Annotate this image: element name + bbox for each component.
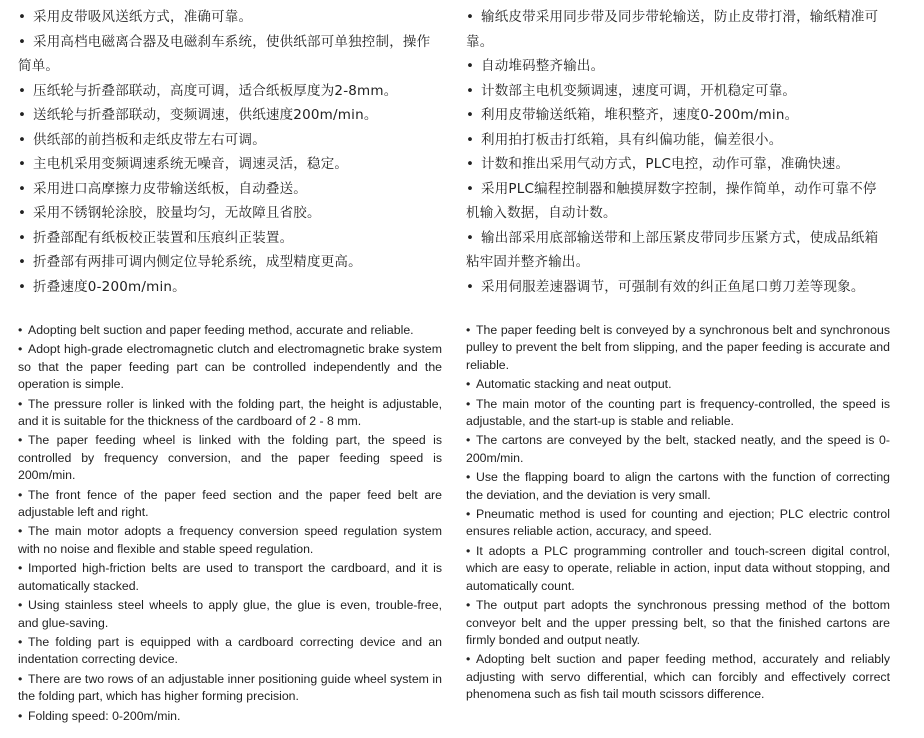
list-item: • Adopting belt suction and paper feeding method, accurately and reliably adjusting with servo differential, which can forcibly and effectively correct phenomena such as fish tail mouth scissors difference. <box>466 652 890 702</box>
left-chinese-feature-list <box>18 5 442 299</box>
list-item: • 折叠部有两排可调内侧定位导轮系统，成型精度更高。 <box>18 250 442 275</box>
list-item: • The paper feeding belt is conveyed by a synchronous belt and synchronous pulley to prevent the belt from slipping, and the paper feeding is accurate and reliable. <box>466 323 890 372</box>
list-item: • Imported high-friction belts are used to transport the cardboard, and it is automatically stacked. <box>18 561 442 593</box>
list-item: • It adopts a PLC programming controller and touch-screen digital control, which are easy to operate, reliable in action, input data without stopping, and automatically count. <box>466 543 890 593</box>
bullet: • <box>18 278 27 295</box>
bullet: • <box>466 58 475 74</box>
list-item: • 采用高档电磁离合器及电磁刹车系统，使供纸部可单独控制，操作简单。 <box>18 30 442 79</box>
list-item: • The folding part is equipped with a cardboard correcting device and an indentation correcting device. <box>18 634 442 667</box>
bullet: • <box>18 634 23 649</box>
bullet: • <box>466 543 471 558</box>
bullet: • <box>466 156 475 172</box>
bullet: • <box>466 433 471 448</box>
bullet: • <box>466 278 475 295</box>
right-english-feature-list <box>466 322 890 706</box>
list-item: • 采用皮带吸风送纸方式，准确可靠。 <box>18 5 442 30</box>
list-item: • Folding speed: 0-200m/min. <box>18 708 442 725</box>
bullet: • <box>466 377 471 392</box>
list-item: • The output part adopts the synchronous pressing method of the bottom conveyor belt and the upper pressing belt, so that the finished cartons are firmly bonded and output neatly. <box>466 598 890 647</box>
list-item: • 输纸皮带采用同步带及同步带轮输送，防止皮带打滑，输纸精准可靠。 <box>466 5 890 54</box>
bullet: • <box>18 131 27 148</box>
bullet: • <box>466 323 471 337</box>
bullet: • <box>466 507 471 522</box>
bullet: • <box>18 82 27 99</box>
list-item: • 折叠部配有纸板校正装置和压痕纠正装置。 <box>18 226 442 251</box>
bullet: • <box>466 396 471 411</box>
bullet: • <box>18 598 23 613</box>
bullet: • <box>466 652 471 667</box>
bullet: • <box>18 487 23 502</box>
bullet: • <box>18 671 23 686</box>
right-chinese-feature-list <box>466 5 890 299</box>
bullet: • <box>466 107 475 123</box>
bullet: • <box>18 229 27 246</box>
bullet: • <box>466 598 471 613</box>
list-item: • 自动堆码整齐输出。 <box>466 54 890 79</box>
list-item: • 采用伺服差速器调节，可强制有效的纠正鱼尾口剪刀差等现象。 <box>466 275 890 300</box>
list-item: • Automatic stacking and neat output. <box>466 376 890 393</box>
list-item: • The paper feeding wheel is linked with the folding part, the speed is controlled by frequency conversion, and the paper feeding speed is 200m/min. <box>18 433 442 483</box>
list-item: • 压纸轮与折叠部联动，高度可调，适合纸板厚度为2-8mm。 <box>18 79 442 104</box>
bullet: • <box>466 180 475 197</box>
list-item: • 采用进口高摩擦力皮带输送纸板，自动叠送。 <box>18 177 442 202</box>
bullet: • <box>18 396 23 411</box>
list-item: • The pressure roller is linked with the folding part, the height is adjustable, and it is suitable for the thickness of the cardboard of 2 - 8 mm. <box>18 396 442 429</box>
bullet: • <box>18 524 23 539</box>
list-item: • The front fence of the paper feed section and the paper feed belt are adjustable left and right. <box>18 487 442 520</box>
bullet: • <box>466 131 475 148</box>
bullet: • <box>18 708 23 723</box>
list-item: • Use the flapping board to align the cartons with the function of correcting the deviation, and the deviation is very small. <box>466 470 890 502</box>
list-item: • 计数部主电机变频调速，速度可调，开机稳定可靠。 <box>466 79 890 104</box>
bullet: • <box>18 205 27 221</box>
bullet: • <box>466 9 475 25</box>
list-item: • The main motor of the counting part is frequency-controlled, the speed is adjustable, and the start-up is stable and reliable. <box>466 396 890 429</box>
list-item: • 利用拍打板击打纸箱，具有纠偏功能，偏差很小。 <box>466 128 890 153</box>
list-item: • 送纸轮与折叠部联动，变频调速，供纸速度200m/min。 <box>18 103 442 128</box>
list-item: • 输出部采用底部输送带和上部压紧皮带同步压紧方式，使成品纸箱粘牢固并整齐输出。 <box>466 226 890 275</box>
bullet: • <box>18 107 27 123</box>
list-item: • Pneumatic method is used for counting and ejection; PLC electric control ensures reliable action, accuracy, and speed. <box>466 507 890 539</box>
list-item: • 采用PLC编程控制器和触摸屏数字控制，操作简单，动作可靠不停机输入数据，自动计数。 <box>466 177 890 226</box>
list-item: • 主电机采用变频调速系统无噪音，调速灵活，稳定。 <box>18 152 442 177</box>
left-english-feature-list <box>18 322 442 727</box>
bullet: • <box>18 33 27 50</box>
list-item: • The main motor adopts a frequency conversion speed regulation system with no noise and flexible and stable speed regulation. <box>18 524 442 556</box>
bullet: • <box>18 561 23 576</box>
list-item: • 折叠速度0-200m/min。 <box>18 275 442 300</box>
list-item: • 采用不锈钢轮涂胶，胶量均匀，无故障且省胶。 <box>18 201 442 226</box>
list-item: • 利用皮带输送纸箱，堆积整齐，速度0-200m/min。 <box>466 103 890 128</box>
bullet: • <box>18 433 23 448</box>
bullet: • <box>18 254 27 270</box>
list-item: • The cartons are conveyed by the belt, stacked neatly, and the speed is 0-200m/min. <box>466 433 890 465</box>
list-item: • Using stainless steel wheels to apply glue, the glue is even, trouble-free, and glue-saving. <box>18 598 442 630</box>
list-item: • 供纸部的前挡板和走纸皮带左右可调。 <box>18 128 442 153</box>
bullet: • <box>18 323 23 337</box>
list-item: • Adopting belt suction and paper feeding method, accurate and reliable. <box>18 322 442 339</box>
bullet: • <box>18 342 23 357</box>
bullet: • <box>466 82 475 99</box>
bullet: • <box>466 470 471 485</box>
bullet: • <box>466 229 475 246</box>
list-item: • There are two rows of an adjustable inner positioning guide wheel system in the folding part, which has higher forming precision. <box>18 671 442 704</box>
bullet: • <box>18 180 27 197</box>
bullet: • <box>18 156 27 172</box>
list-item: • 计数和推出采用气动方式，PLC电控，动作可靠，准确快速。 <box>466 152 890 177</box>
bullet: • <box>18 9 27 25</box>
list-item: • Adopt high-grade electromagnetic clutch and electromagnetic brake system so that the paper feeding part can be controlled independently and the operation is simple. <box>18 342 442 392</box>
